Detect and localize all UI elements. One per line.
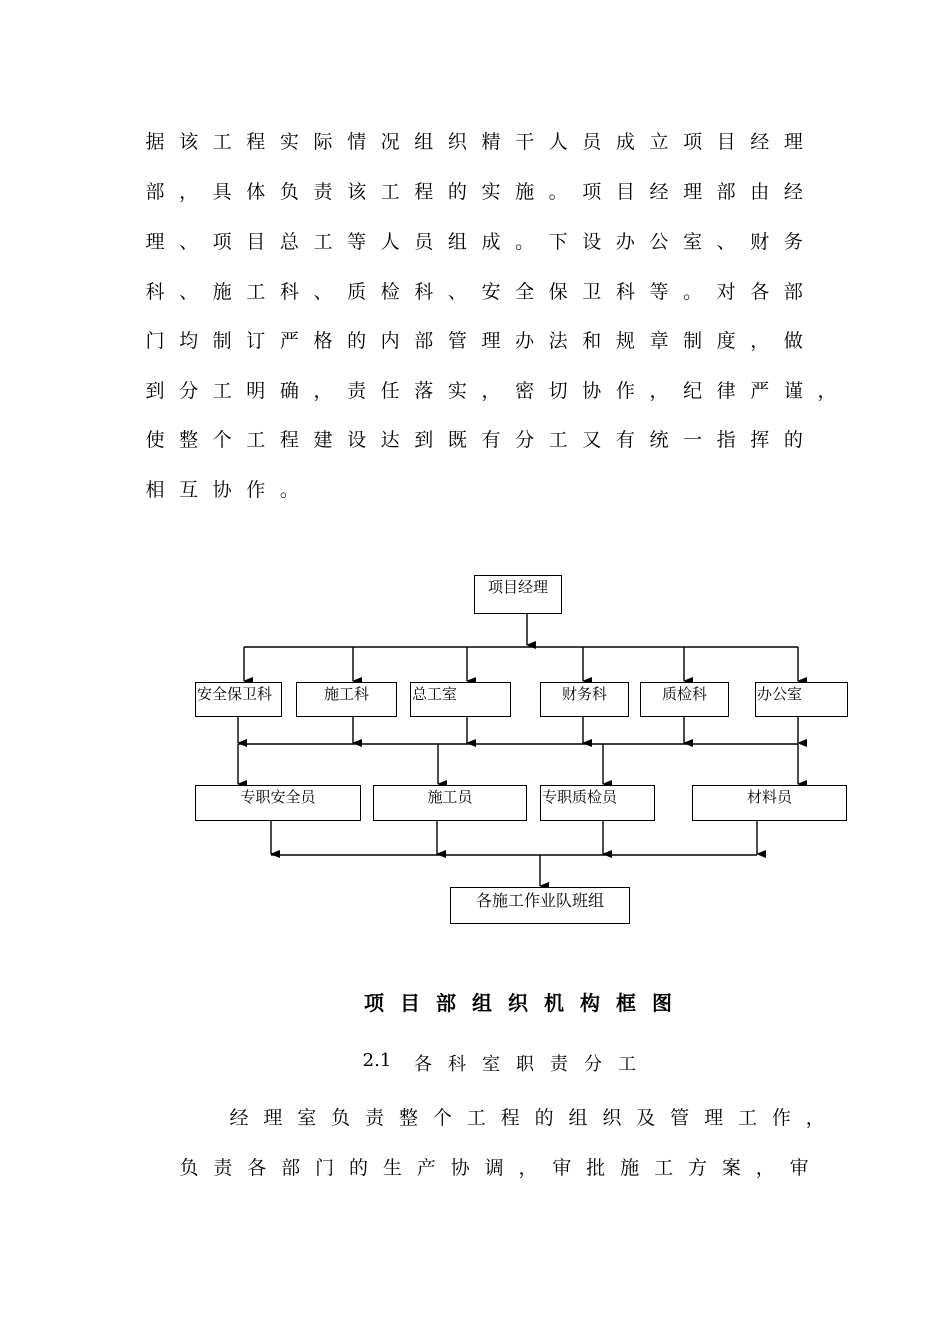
body-char: 工 — [737, 1107, 757, 1129]
intro-char: 保 — [548, 281, 568, 303]
intro-char: 科 — [145, 281, 165, 303]
intro-char: 具 — [212, 181, 232, 203]
intro-char: ， — [179, 181, 199, 203]
body-line — [0, 1103, 950, 1133]
intro-char: 的 — [447, 181, 467, 203]
intro-char: 统 — [649, 429, 669, 451]
intro-char: 部 — [145, 181, 165, 203]
intro-char: 等 — [649, 281, 669, 303]
intro-char: 设 — [347, 429, 367, 451]
caption-char: 构 — [580, 991, 600, 1015]
section-title-char: 分 — [584, 1054, 602, 1075]
intro-char: 作 — [615, 380, 635, 402]
org-box-dept-finance: 财务科 — [540, 682, 629, 717]
intro-char: 挥 — [750, 429, 770, 451]
intro-char: ， — [649, 380, 669, 402]
intro-char: 情 — [347, 131, 367, 153]
caption-char: 组 — [472, 991, 492, 1015]
intro-char: 办 — [515, 330, 535, 352]
intro-char: 织 — [447, 131, 467, 153]
intro-char: 订 — [246, 330, 266, 352]
intro-char: 法 — [548, 330, 568, 352]
section-title-char: 各 — [414, 1054, 432, 1075]
intro-char: 有 — [615, 429, 635, 451]
body-char: 审 — [789, 1157, 809, 1179]
body-char: 生 — [382, 1157, 402, 1179]
body-char: ， — [518, 1157, 538, 1179]
intro-char: ， — [313, 380, 333, 402]
intro-char: 安 — [481, 281, 501, 303]
intro-char: 室 — [683, 231, 703, 253]
intro-char: 的 — [783, 429, 803, 451]
intro-char: 组 — [414, 131, 434, 153]
body-char: 方 — [687, 1157, 707, 1179]
intro-char: 度 — [716, 330, 736, 352]
body-char: 程 — [500, 1107, 520, 1129]
intro-char: 规 — [615, 330, 635, 352]
intro-char: 成 — [615, 131, 635, 153]
body-char: 案 — [721, 1157, 741, 1179]
intro-char: 明 — [246, 380, 266, 402]
intro-char: 下 — [548, 231, 568, 253]
caption-char: 图 — [652, 991, 672, 1015]
intro-char: 精 — [481, 131, 501, 153]
intro-char: 检 — [380, 281, 400, 303]
intro-char: 。 — [515, 231, 535, 253]
intro-char: 协 — [212, 479, 232, 501]
intro-char: 人 — [548, 131, 568, 153]
intro-char: 立 — [649, 131, 669, 153]
intro-char: 程 — [246, 131, 266, 153]
intro-char: 各 — [750, 281, 770, 303]
intro-char: 使 — [145, 429, 165, 451]
intro-char: 组 — [447, 231, 467, 253]
intro-char: 科 — [414, 281, 434, 303]
body-char: 理 — [704, 1107, 724, 1129]
body-char: 批 — [586, 1157, 606, 1179]
intro-char: 、 — [716, 231, 736, 253]
intro-char: 部 — [716, 181, 736, 203]
intro-char: 办 — [615, 231, 635, 253]
intro-char: 切 — [548, 380, 568, 402]
intro-char: 到 — [414, 429, 434, 451]
caption-char: 目 — [400, 991, 420, 1015]
body-char: 作 — [771, 1107, 791, 1129]
intro-char: 理 — [481, 330, 501, 352]
intro-char: 作 — [246, 479, 266, 501]
body-char: 经 — [229, 1107, 249, 1129]
intro-char: 分 — [515, 429, 535, 451]
intro-char: 干 — [515, 131, 535, 153]
body-char: 及 — [636, 1107, 656, 1129]
intro-char: 部 — [414, 330, 434, 352]
section-title-char: 室 — [482, 1054, 500, 1075]
org-box-dept-safety: 安全保卫科 — [195, 682, 282, 717]
intro-char: 工 — [313, 231, 333, 253]
intro-char: 项 — [683, 131, 703, 153]
intro-char: 制 — [683, 330, 703, 352]
intro-char: ， — [750, 330, 770, 352]
org-box-dept-construction: 施工科 — [296, 682, 397, 717]
intro-char: 相 — [145, 479, 165, 501]
intro-char: 任 — [380, 380, 400, 402]
intro-char: 分 — [179, 380, 199, 402]
intro-char: 负 — [279, 181, 299, 203]
intro-char: 经 — [750, 131, 770, 153]
intro-char: 卫 — [582, 281, 602, 303]
intro-char: 章 — [649, 330, 669, 352]
intro-char: 施 — [212, 281, 232, 303]
intro-char: 内 — [380, 330, 400, 352]
intro-char: 项 — [582, 181, 602, 203]
intro-char: 该 — [179, 131, 199, 153]
intro-char: 和 — [582, 330, 602, 352]
body-char: 各 — [247, 1157, 267, 1179]
intro-char: 一 — [683, 429, 703, 451]
section-title-char: 科 — [448, 1054, 466, 1075]
intro-char: 工 — [212, 380, 232, 402]
body-char: 的 — [348, 1157, 368, 1179]
intro-char: 项 — [212, 231, 232, 253]
intro-char: 工 — [380, 181, 400, 203]
intro-char: 设 — [582, 231, 602, 253]
section-title-char: 责 — [550, 1054, 568, 1075]
intro-char: 施 — [515, 181, 535, 203]
intro-char: 又 — [582, 429, 602, 451]
intro-char: 等 — [347, 231, 367, 253]
intro-char: 程 — [414, 181, 434, 203]
intro-char: 工 — [212, 131, 232, 153]
intro-char: 理 — [783, 131, 803, 153]
intro-char: 有 — [481, 429, 501, 451]
intro-char: 况 — [380, 131, 400, 153]
body-char: 室 — [297, 1107, 317, 1129]
body-char: ， — [755, 1157, 775, 1179]
intro-char: 均 — [179, 330, 199, 352]
body-line — [0, 1153, 950, 1183]
intro-char: 制 — [212, 330, 232, 352]
intro-char: 协 — [582, 380, 602, 402]
chart-caption — [0, 987, 950, 1017]
intro-char: 责 — [347, 380, 367, 402]
intro-char: 成 — [481, 231, 501, 253]
intro-char: 对 — [716, 281, 736, 303]
intro-char: 律 — [716, 380, 736, 402]
intro-char: 严 — [750, 380, 770, 402]
body-char: 织 — [602, 1107, 622, 1129]
intro-char: 既 — [447, 429, 467, 451]
intro-char: 实 — [481, 181, 501, 203]
intro-char: 该 — [347, 181, 367, 203]
caption-char: 机 — [544, 991, 564, 1015]
intro-char: 据 — [145, 131, 165, 153]
intro-char: 员 — [414, 231, 434, 253]
body-char: 理 — [263, 1107, 283, 1129]
section-title-char: 职 — [516, 1054, 534, 1075]
intro-char: 整 — [179, 429, 199, 451]
caption-char: 项 — [364, 991, 384, 1015]
intro-char: 密 — [515, 380, 535, 402]
intro-char: 、 — [313, 281, 333, 303]
intro-char: 目 — [246, 231, 266, 253]
section-title-char: 工 — [618, 1054, 636, 1075]
intro-char: 财 — [750, 231, 770, 253]
intro-char: 人 — [380, 231, 400, 253]
caption-char: 部 — [436, 991, 456, 1015]
intro-char: 科 — [279, 281, 299, 303]
intro-char: 公 — [649, 231, 669, 253]
intro-char: 做 — [783, 330, 803, 352]
org-box-staff-materials: 材料员 — [692, 785, 847, 821]
org-box-staff-quality-inspector: 专职质检员 — [540, 785, 655, 821]
intro-char: 质 — [347, 281, 367, 303]
intro-char: 互 — [179, 479, 199, 501]
intro-char: ， — [817, 380, 837, 402]
intro-char: 确 — [279, 380, 299, 402]
intro-char: 理 — [683, 181, 703, 203]
body-char: 审 — [552, 1157, 572, 1179]
intro-char: 程 — [279, 429, 299, 451]
body-char: 部 — [281, 1157, 301, 1179]
org-box-dept-office: 办公室 — [755, 682, 848, 717]
org-box-staff-safety-officer: 专职安全员 — [195, 785, 361, 821]
intro-char: 工 — [548, 429, 568, 451]
intro-char: 达 — [380, 429, 400, 451]
body-char: 施 — [620, 1157, 640, 1179]
intro-char: 由 — [750, 181, 770, 203]
intro-char: 工 — [246, 429, 266, 451]
intro-char: 建 — [313, 429, 333, 451]
body-char: 的 — [534, 1107, 554, 1129]
body-char: ， — [805, 1107, 825, 1129]
org-box-staff-construction-worker: 施工员 — [373, 785, 527, 821]
section-number: 2.1 — [362, 1050, 392, 1071]
intro-char: 格 — [313, 330, 333, 352]
body-char: 门 — [315, 1157, 335, 1179]
intro-char: 全 — [515, 281, 535, 303]
org-box-work-teams: 各施工作业队班组 — [450, 887, 630, 924]
intro-char: 实 — [447, 380, 467, 402]
intro-char: 理 — [145, 231, 165, 253]
intro-char: 体 — [246, 181, 266, 203]
intro-char: 谨 — [783, 380, 803, 402]
section-heading — [0, 1050, 950, 1078]
body-char: 组 — [568, 1107, 588, 1129]
intro-char: 责 — [313, 181, 333, 203]
body-char: 工 — [654, 1157, 674, 1179]
body-char: 责 — [213, 1157, 233, 1179]
caption-char: 框 — [616, 991, 636, 1015]
body-char: 工 — [466, 1107, 486, 1129]
intro-char: 严 — [279, 330, 299, 352]
intro-char: 。 — [279, 479, 299, 501]
intro-char: 务 — [783, 231, 803, 253]
body-char: 调 — [484, 1157, 504, 1179]
org-box-dept-chief-engineer: 总工室 — [410, 682, 511, 717]
intro-char: 部 — [783, 281, 803, 303]
intro-char: 。 — [548, 181, 568, 203]
intro-char: 员 — [582, 131, 602, 153]
caption-char: 织 — [508, 991, 528, 1015]
org-box-project-manager: 项目经理 — [474, 575, 562, 614]
intro-char: 科 — [615, 281, 635, 303]
body-char: 负 — [179, 1157, 199, 1179]
intro-char: 际 — [313, 131, 333, 153]
intro-char: 目 — [716, 131, 736, 153]
intro-char: 、 — [179, 231, 199, 253]
intro-char: 。 — [683, 281, 703, 303]
intro-char: 落 — [414, 380, 434, 402]
body-char: 负 — [331, 1107, 351, 1129]
intro-char: 到 — [145, 380, 165, 402]
intro-char: 、 — [179, 281, 199, 303]
body-char: 管 — [670, 1107, 690, 1129]
body-char: 协 — [450, 1157, 470, 1179]
intro-char: 门 — [145, 330, 165, 352]
body-char: 责 — [365, 1107, 385, 1129]
intro-char: 工 — [246, 281, 266, 303]
intro-char: 、 — [447, 281, 467, 303]
intro-char: 经 — [649, 181, 669, 203]
intro-char: 个 — [212, 429, 232, 451]
body-char: 整 — [398, 1107, 418, 1129]
intro-char: 目 — [615, 181, 635, 203]
intro-char: 指 — [716, 429, 736, 451]
intro-char: ， — [481, 380, 501, 402]
org-box-dept-quality: 质检科 — [640, 682, 729, 717]
intro-char: 管 — [447, 330, 467, 352]
intro-char: 的 — [347, 330, 367, 352]
body-char: 个 — [432, 1107, 452, 1129]
intro-char: 总 — [279, 231, 299, 253]
intro-char: 经 — [783, 181, 803, 203]
body-char: 产 — [416, 1157, 436, 1179]
intro-char: 实 — [279, 131, 299, 153]
intro-char: 纪 — [683, 380, 703, 402]
